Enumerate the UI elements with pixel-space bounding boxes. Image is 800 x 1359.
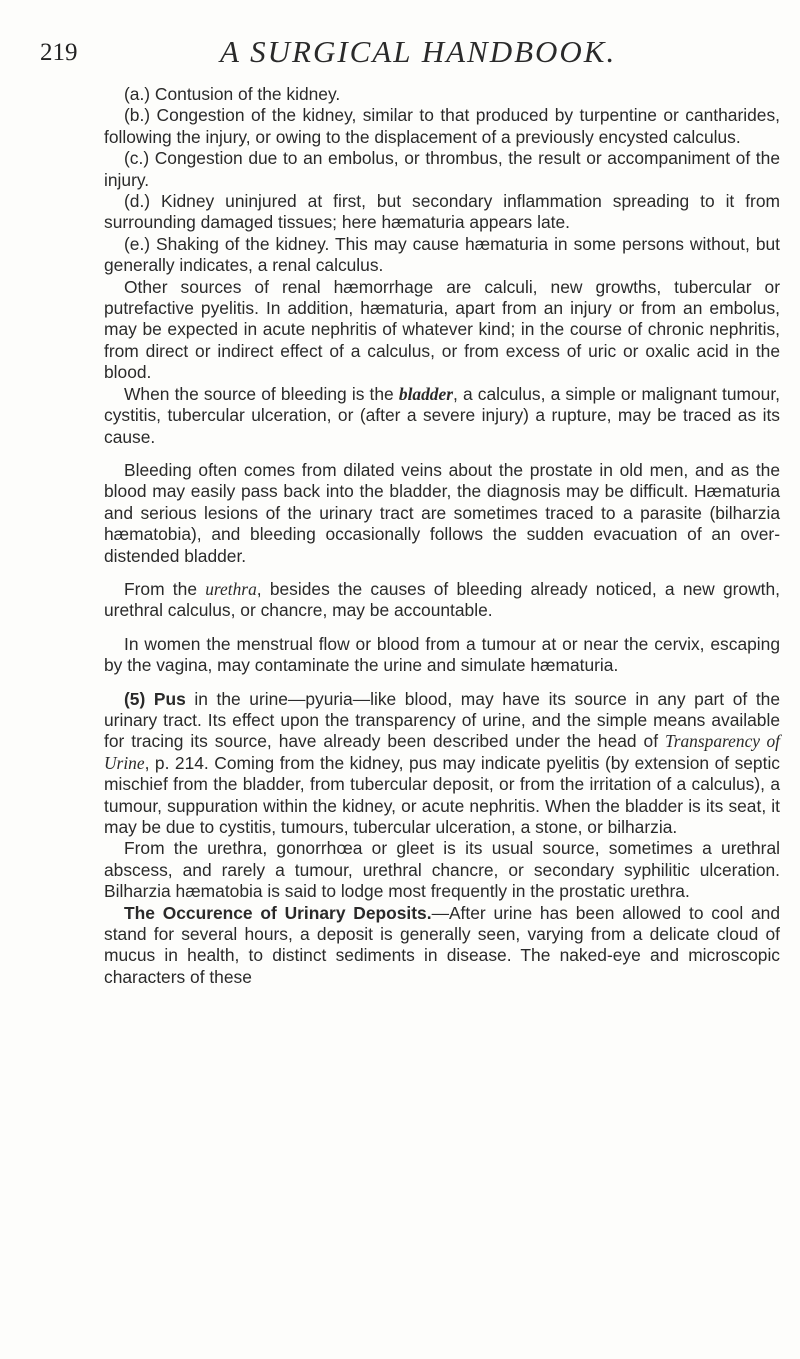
paragraph-c: (c.) Congestion due to an embolus, or thrombus, the result or accompaniment of the injury. (104, 148, 780, 190)
paragraph-urethra (104, 579, 780, 622)
text-run: When the source of bleeding is the (124, 383, 399, 404)
paragraph-prostate: Bleeding often comes from dilated veins about the prostate in old men, and as the blood may easily pass back into the bladder, the diagnosis may be difficult. Hæmaturia and serious lesions of the urinary tract are sometimes traced to a parasite (bilharzia hæmatobia), and bleeding occasionally follows the sudden evacuation of an over-distended bladder. (104, 459, 780, 566)
page-number: 219 (40, 39, 78, 66)
paragraph-a: (a.) Contusion of the kidney. (124, 84, 341, 104)
paragraph-bladder (104, 384, 780, 448)
body-text (104, 84, 780, 988)
emphasis-bladder: bladder (398, 383, 453, 404)
text-run: From the (124, 578, 206, 599)
paragraph-pus (104, 689, 780, 839)
paragraph-deposits (104, 903, 780, 989)
paragraph-e: (e.) Shaking of the kidney. This may cause hæmaturia in some persons without, but generally indicates, a renal calculus. (104, 233, 780, 276)
text-run: —After urine has been allowed to cool and stand for several hours, a deposit is generally seen, varying from a delicate cloud of mucus in health, to distinct sediments in disease. The naked-eye and microscopic characters of these (104, 902, 780, 987)
text-run: , besides the causes of bleeding already noticed, a new growth, urethral calculus, or chancre, may be accountable. (104, 578, 780, 621)
paragraph-urethra-pus: From the urethra, gonorrhœa or gleet is its usual source, sometimes a urethral abscess, and rarely a tumour, urethral chancre, or secondary syphilitic ulceration. Bilharzia hæmatobia is said to lodge most frequently in the prostatic urethra. (104, 838, 780, 902)
text-run: , p. 214. Coming from the kidney, pus may indicate pyelitis (by extension of septic mischief from the bladder, from tubercular deposit, or from the irritation of a calculus), a tumour, suppuration within the kidney, or acute nephritis. When the bladder is its seat, it may be due to cystitis, tumours, tubercular ulceration, a stone, or bilharzia. (104, 752, 780, 837)
emphasis-urethra: urethra (205, 578, 257, 599)
paragraph-women: In women the menstrual flow or blood from a tumour at or near the cervix, escaping by the vagina, may contaminate the urine and simulate hæmaturia. (104, 633, 780, 676)
running-title: A SURGICAL HANDBOOK. (220, 34, 617, 69)
section-heading-deposits: The Occurence of Urinary Deposits. (124, 902, 432, 923)
page-header (40, 6, 780, 76)
section-number-pus: (5) Pus (124, 688, 186, 709)
emphasis-transparency: Transparency of Urine (104, 731, 780, 773)
text-run: , a calculus, a simple or malignant tumour, cystitis, tubercular ulceration, or (after a severe injury) a rupture, may be traced as its cause. (104, 383, 781, 447)
paragraph-d: (d.) Kidney uninjured at first, but secondary inflammation spreading to it from surrounding damaged tissues; here hæmaturia appears late. (104, 191, 780, 233)
paragraph-renal-sources: Other sources of renal hæmorrhage are calculi, new growths, tubercular or putrefactive pyelitis. In addition, hæmaturia, apart from an injury or from an embolus, may be expected in acute nephritis of whatever kind; in the course of chronic nephritis, from direct or indirect effect of a calculus, or from excess of uric or oxalic acid in the blood. (104, 276, 780, 383)
paragraph-b: (b.) Congestion of the kidney, similar to that produced by turpentine or cantharides, following the injury, or owing to the displacement of a previously encysted calculus. (104, 105, 780, 147)
text-run: in the urine—pyuria—like blood, may have its source in any part of the urinary tract. Its effect upon the transparency of urine, and the simple means available for tracing its source, have already been described under the head of (104, 688, 780, 752)
